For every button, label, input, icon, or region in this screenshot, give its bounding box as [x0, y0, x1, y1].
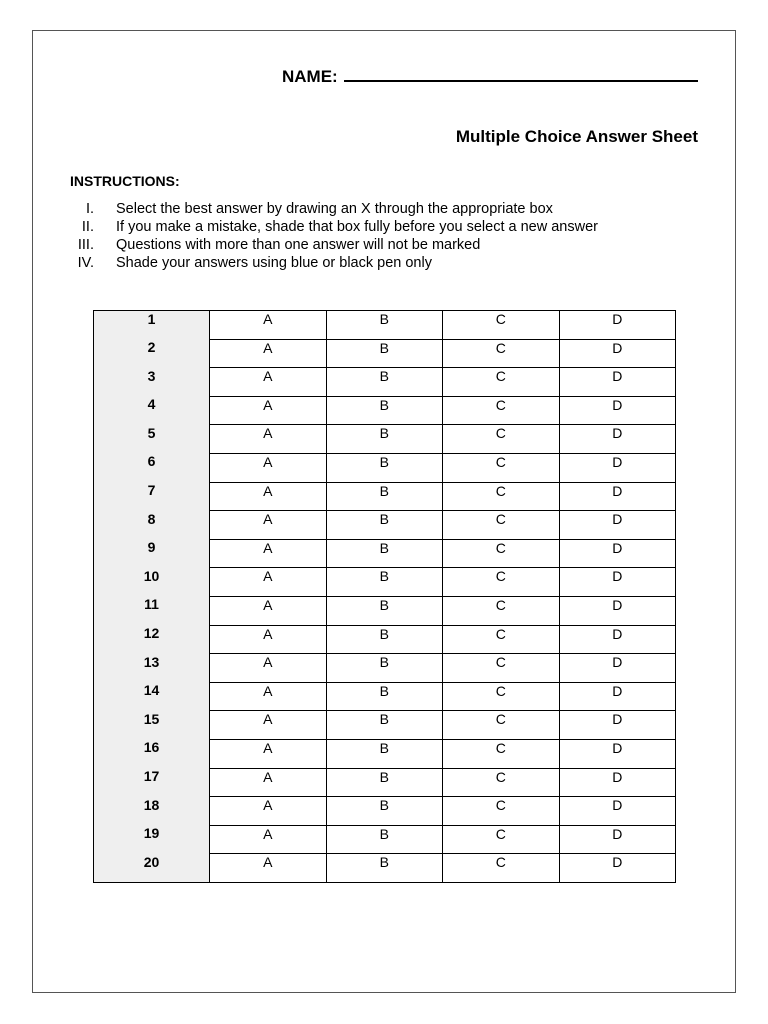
answer-option-a[interactable]: A	[210, 396, 327, 425]
answer-option-b[interactable]: B	[326, 596, 443, 625]
instruction-text: Select the best answer by drawing an X through the appropriate box	[116, 201, 553, 217]
answer-option-a[interactable]: A	[210, 739, 327, 768]
answer-option-d[interactable]: D	[559, 311, 676, 340]
answer-option-d[interactable]: D	[559, 739, 676, 768]
answer-row	[94, 568, 676, 597]
answer-option-a[interactable]: A	[210, 511, 327, 540]
answer-option-d[interactable]: D	[559, 596, 676, 625]
answer-option-d[interactable]: D	[559, 368, 676, 397]
answer-option-b[interactable]: B	[326, 654, 443, 683]
question-number: 8	[94, 511, 210, 540]
answer-option-b[interactable]: B	[326, 739, 443, 768]
answer-option-d[interactable]: D	[559, 539, 676, 568]
answer-option-b[interactable]: B	[326, 854, 443, 883]
answer-option-b[interactable]: B	[326, 539, 443, 568]
answer-option-c[interactable]: C	[443, 482, 560, 511]
answer-row	[94, 368, 676, 397]
answer-option-d[interactable]: D	[559, 768, 676, 797]
answer-option-a[interactable]: A	[210, 711, 327, 740]
answer-option-b[interactable]: B	[326, 625, 443, 654]
answer-option-a[interactable]: A	[210, 539, 327, 568]
answer-option-c[interactable]: C	[443, 768, 560, 797]
question-number: 15	[94, 711, 210, 740]
answer-option-b[interactable]: B	[326, 339, 443, 368]
answer-option-d[interactable]: D	[559, 482, 676, 511]
answer-option-a[interactable]: A	[210, 425, 327, 454]
answer-option-c[interactable]: C	[443, 596, 560, 625]
answer-option-d[interactable]: D	[559, 425, 676, 454]
answer-option-b[interactable]: B	[326, 453, 443, 482]
answer-option-b[interactable]: B	[326, 768, 443, 797]
instruction-number: III.	[77, 237, 94, 253]
answer-option-c[interactable]: C	[443, 654, 560, 683]
answer-row	[94, 739, 676, 768]
question-number: 6	[94, 453, 210, 482]
answer-option-c[interactable]: C	[443, 339, 560, 368]
instruction-item	[70, 254, 598, 272]
answer-option-a[interactable]: A	[210, 625, 327, 654]
name-label: NAME:	[282, 67, 338, 86]
answer-row	[94, 625, 676, 654]
answer-option-a[interactable]: A	[210, 482, 327, 511]
answer-option-c[interactable]: C	[443, 511, 560, 540]
answer-row	[94, 396, 676, 425]
sheet-title: Multiple Choice Answer Sheet	[455, 127, 698, 146]
answer-option-c[interactable]: C	[443, 311, 560, 340]
answer-row	[94, 682, 676, 711]
answer-option-b[interactable]: B	[326, 682, 443, 711]
instruction-text: Questions with more than one answer will not be marked	[116, 237, 481, 253]
instructions-list	[70, 200, 598, 272]
answer-option-d[interactable]: D	[559, 654, 676, 683]
answer-option-c[interactable]: C	[443, 682, 560, 711]
answer-option-c[interactable]: C	[443, 854, 560, 883]
answer-option-c[interactable]: C	[443, 396, 560, 425]
question-number: 19	[94, 825, 210, 854]
instruction-item	[70, 200, 598, 218]
answer-row	[94, 596, 676, 625]
name-field[interactable]	[282, 64, 698, 87]
answer-option-b[interactable]: B	[326, 797, 443, 826]
answer-option-a[interactable]: A	[210, 654, 327, 683]
answer-option-d[interactable]: D	[559, 511, 676, 540]
instruction-text: Shade your answers using blue or black pen only	[116, 255, 432, 271]
answer-row	[94, 511, 676, 540]
answer-option-b[interactable]: B	[326, 396, 443, 425]
answer-option-d[interactable]: D	[559, 568, 676, 597]
answer-row	[94, 539, 676, 568]
answer-option-a[interactable]: A	[210, 797, 327, 826]
answer-option-d[interactable]: D	[559, 625, 676, 654]
instruction-number: IV.	[77, 255, 94, 271]
answer-row	[94, 711, 676, 740]
question-number: 10	[94, 568, 210, 597]
answer-row	[94, 854, 676, 883]
answer-option-a[interactable]: A	[210, 368, 327, 397]
answer-option-b[interactable]: B	[326, 711, 443, 740]
instruction-text: If you make a mistake, shade that box fully before you select a new answer	[116, 219, 598, 235]
instruction-item	[70, 236, 598, 254]
question-number: 4	[94, 396, 210, 425]
name-blank-line[interactable]	[344, 64, 698, 82]
answer-option-c[interactable]: C	[443, 425, 560, 454]
answer-option-d[interactable]: D	[559, 682, 676, 711]
question-number: 2	[94, 339, 210, 368]
answer-row	[94, 797, 676, 826]
answer-option-a[interactable]: A	[210, 768, 327, 797]
answer-option-a[interactable]: A	[210, 682, 327, 711]
answer-option-c[interactable]: C	[443, 797, 560, 826]
answer-option-c[interactable]: C	[443, 711, 560, 740]
question-number: 20	[94, 854, 210, 883]
answer-option-c[interactable]: C	[443, 368, 560, 397]
answer-option-d[interactable]: D	[559, 453, 676, 482]
answer-option-d[interactable]: D	[559, 797, 676, 826]
answer-row	[94, 311, 676, 340]
answer-option-b[interactable]: B	[326, 425, 443, 454]
answer-grid	[93, 310, 676, 883]
answer-option-a[interactable]: A	[210, 311, 327, 340]
answer-option-c[interactable]: C	[443, 739, 560, 768]
answer-option-d[interactable]: D	[559, 396, 676, 425]
answer-row	[94, 453, 676, 482]
answer-option-b[interactable]: B	[326, 825, 443, 854]
answer-option-c[interactable]: C	[443, 539, 560, 568]
question-number: 13	[94, 654, 210, 683]
answer-option-a[interactable]: A	[210, 825, 327, 854]
answer-option-a[interactable]: A	[210, 453, 327, 482]
answer-option-a[interactable]: A	[210, 596, 327, 625]
question-number: 9	[94, 539, 210, 568]
answer-option-b[interactable]: B	[326, 368, 443, 397]
answer-row	[94, 768, 676, 797]
question-number: 14	[94, 682, 210, 711]
answer-option-a[interactable]: A	[210, 339, 327, 368]
question-number: 12	[94, 625, 210, 654]
question-number: 5	[94, 425, 210, 454]
answer-row	[94, 825, 676, 854]
answer-row	[94, 425, 676, 454]
answer-row	[94, 654, 676, 683]
answer-option-d[interactable]: D	[559, 711, 676, 740]
question-number: 7	[94, 482, 210, 511]
answer-row	[94, 339, 676, 368]
answer-row	[94, 482, 676, 511]
question-number: 18	[94, 797, 210, 826]
question-number: 3	[94, 368, 210, 397]
answer-option-d[interactable]: D	[559, 854, 676, 883]
answer-option-d[interactable]: D	[559, 339, 676, 368]
instruction-number: II.	[81, 219, 94, 235]
question-number: 11	[94, 596, 210, 625]
question-number: 16	[94, 739, 210, 768]
instructions-heading: INSTRUCTIONS:	[70, 173, 180, 189]
answer-option-a[interactable]: A	[210, 854, 327, 883]
answer-option-c[interactable]: C	[443, 825, 560, 854]
question-number: 1	[94, 311, 210, 340]
instruction-item	[70, 218, 598, 236]
answer-option-a[interactable]: A	[210, 568, 327, 597]
answer-option-b[interactable]: B	[326, 482, 443, 511]
answer-option-d[interactable]: D	[559, 825, 676, 854]
answer-option-c[interactable]: C	[443, 625, 560, 654]
answer-option-c[interactable]: C	[443, 453, 560, 482]
answer-option-b[interactable]: B	[326, 311, 443, 340]
instruction-number: I.	[85, 201, 94, 217]
question-number: 17	[94, 768, 210, 797]
answer-option-b[interactable]: B	[326, 568, 443, 597]
answer-option-b[interactable]: B	[326, 511, 443, 540]
answer-option-c[interactable]: C	[443, 568, 560, 597]
